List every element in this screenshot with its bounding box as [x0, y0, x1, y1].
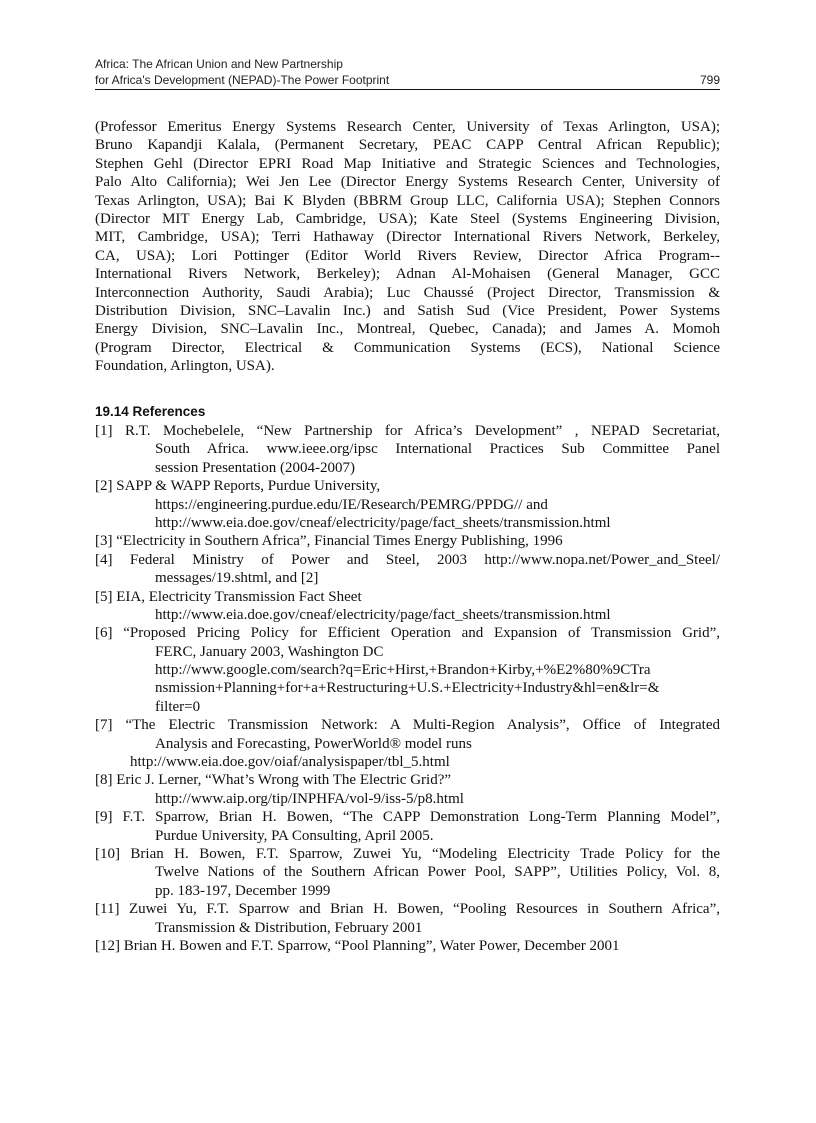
- reference-line: [3] “Electricity in Southern Africa”, Financial Times Energy Publishing, 1996: [95, 533, 563, 550]
- reference-item: [95, 771, 720, 808]
- paragraph-line: Stephen Gehl (Director EPRI Road Map Initiative and Strategic Sciences and Technologies,: [95, 155, 720, 172]
- reference-line: Transmission & Distribution, February 2001: [155, 919, 423, 936]
- paragraph-line: Foundation, Arlington, USA).: [95, 358, 275, 375]
- reference-item: [95, 716, 720, 771]
- reference-item: [95, 588, 720, 625]
- reference-item: [95, 624, 720, 716]
- reference-line: [6] “Proposed Pricing Policy for Efficient Operation and Expansion of Transmission Grid”,: [95, 625, 720, 642]
- reference-item: [95, 551, 720, 588]
- header-title-line1: Africa: The African Union and New Partnership: [95, 57, 343, 71]
- paragraph-line: (Program Director, Electrical & Communication Systems (ECS), National Science: [95, 339, 720, 356]
- reference-item: [95, 532, 720, 550]
- reference-line: http://www.aip.org/tip/INPHFA/vol-9/iss-5/p8.html: [155, 790, 464, 807]
- reference-item: [95, 845, 720, 900]
- reference-line: [7] “The Electric Transmission Network: A Multi-Region Analysis”, Office of Integrated: [95, 717, 720, 734]
- reference-line: FERC, January 2003, Washington DC: [155, 643, 384, 660]
- reference-line: http://www.eia.doe.gov/cneaf/electricity/page/fact_sheets/transmission.html: [155, 606, 611, 623]
- reference-line: [2] SAPP & WAPP Reports, Purdue University,: [95, 478, 381, 495]
- references-list: [95, 422, 720, 955]
- reference-line: http://www.google.com/search?q=Eric+Hirst,+Brandon+Kirby,+%E2%80%9CTra: [155, 662, 651, 679]
- paragraph-line: CA, USA); Lori Pottinger (Editor World Rivers Review, Director Africa Program--: [95, 247, 720, 264]
- reference-line: South Africa. www.ieee.org/ipsc International Practices Sub Committee Panel: [155, 441, 720, 458]
- paragraph-line: MIT, Cambridge, USA); Terri Hathaway (Director International Rivers Network, Berkeley,: [95, 229, 720, 246]
- header-title-line2: for Africa's Development (NEPAD)-The Power Footprint: [95, 73, 390, 87]
- reference-line: session Presentation (2004-2007): [155, 459, 355, 476]
- paragraph-line: International Rivers Network, Berkeley); Adnan Al-Mohaisen (General Manager, GCC: [95, 266, 720, 283]
- reference-item: [95, 937, 720, 955]
- references-heading: 19.14 References: [95, 404, 206, 419]
- reference-item: [95, 900, 720, 937]
- reference-line: http://www.eia.doe.gov/cneaf/electricity/page/fact_sheets/transmission.html: [155, 514, 611, 531]
- paragraph-line: Bruno Kapandji Kalala, (Permanent Secretary, PEAC CAPP Central African Republic);: [95, 137, 720, 154]
- reference-line: [1] R.T. Mochebelele, “New Partnership for Africa’s Development” , NEPAD Secretariat,: [95, 423, 720, 439]
- reference-line: [9] F.T. Sparrow, Brian H. Bowen, “The CAPP Demonstration Long-Term Planning Model”,: [95, 809, 720, 826]
- running-header: [95, 56, 720, 88]
- reference-line: [12] Brian H. Bowen and F.T. Sparrow, “Pool Planning”, Water Power, December 2001: [95, 937, 620, 954]
- reference-line: Analysis and Forecasting, PowerWorld® model runs: [155, 735, 472, 752]
- paragraph-line: (Director MIT Energy Lab, Cambridge, USA); Kate Steel (Systems Engineering Division,: [95, 210, 720, 227]
- reference-line: [4] Federal Ministry of Power and Steel, 2003 http://www.nopa.net/Power_and_Steel/: [95, 551, 720, 568]
- paragraph-line: Interconnection Authority, Saudi Arabia); Luc Chaussé (Project Director, Transmission &: [95, 284, 720, 301]
- paragraph-line: Texas Arlington, USA); Bai K Blyden (BBRM Group LLC, California USA); Stephen Connors: [95, 192, 720, 209]
- reference-line: Purdue University, PA Consulting, April 2005.: [155, 827, 434, 844]
- acknowledgements-paragraph: [95, 118, 720, 375]
- reference-line: https://engineering.purdue.edu/IE/Research/PEMRG/PPDG// and: [155, 496, 548, 513]
- paragraph-line: Energy Division, SNC–Lavalin Inc., Montreal, Quebec, Canada); and James A. Momoh: [95, 321, 720, 338]
- paragraph-line: Palo Alto California); Wei Jen Lee (Director Energy Systems Research Center, University of: [95, 174, 720, 191]
- reference-line: pp. 183-197, December 1999: [155, 882, 331, 899]
- reference-line: [10] Brian H. Bowen, F.T. Sparrow, Zuwei Yu, “Modeling Electricity Trade Policy for the: [95, 845, 720, 862]
- reference-line: messages/19.shtml, and [2]: [155, 570, 319, 587]
- paragraph-line: Distribution Division, SNC–Lavalin Inc.) and Satish Sud (Vice President, Power Systems: [95, 302, 720, 319]
- reference-line: nsmission+Planning+for+a+Restructuring+U.S.+Electricity+Industry&hl=en&lr=&: [155, 680, 660, 697]
- reference-line: [5] EIA, Electricity Transmission Fact Sheet: [95, 588, 362, 605]
- reference-line: [8] Eric J. Lerner, “What’s Wrong with The Electric Grid?”: [95, 772, 452, 789]
- reference-line: Twelve Nations of the Southern African Power Pool, SAPP”, Utilities Policy, Vol. 8,: [155, 864, 720, 881]
- reference-item: [95, 422, 720, 477]
- reference-line: filter=0: [155, 698, 201, 715]
- header-rule: [95, 89, 720, 90]
- reference-item: [95, 808, 720, 845]
- reference-item: [95, 477, 720, 532]
- page-number: 799: [699, 73, 720, 87]
- reference-line: [11] Zuwei Yu, F.T. Sparrow and Brian H. Bowen, “Pooling Resources in Southern Africa”,: [95, 901, 720, 918]
- reference-line: http://www.eia.doe.gov/oiaf/analysispaper/tbl_5.html: [130, 754, 450, 771]
- paragraph-line: (Professor Emeritus Energy Systems Research Center, University of Texas Arlington, USA);: [95, 119, 720, 135]
